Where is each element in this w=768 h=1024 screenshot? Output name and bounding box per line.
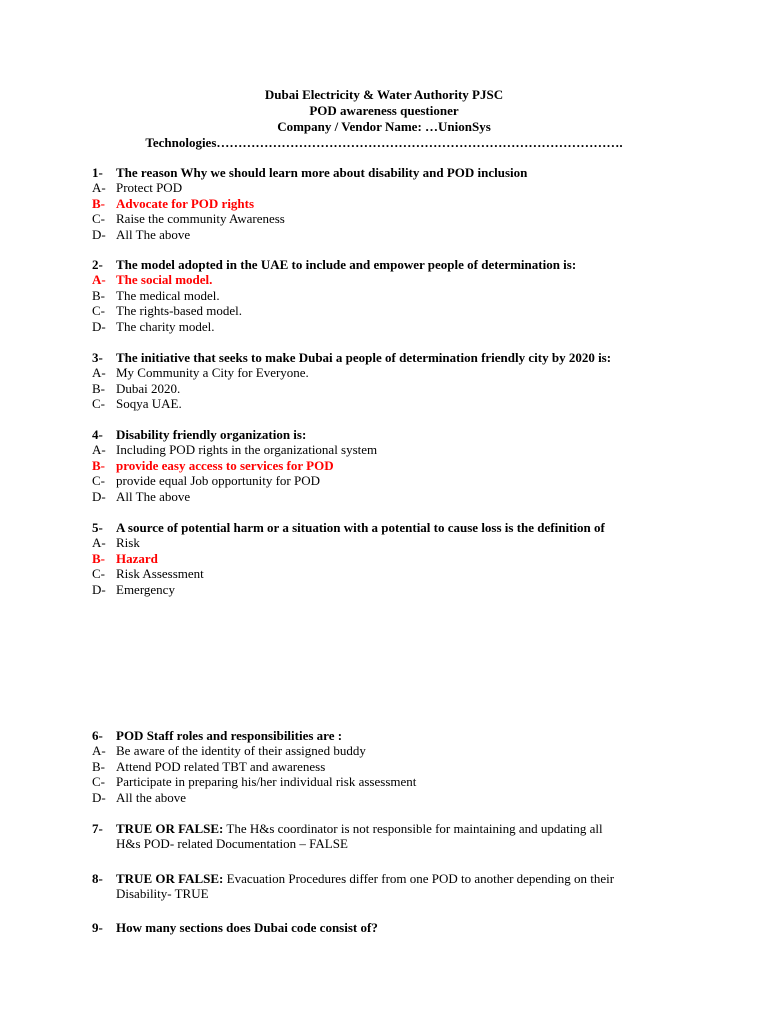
question-number: 6- [92,728,103,743]
option-c [92,396,692,411]
question-8-true-false [92,871,692,902]
option-d [92,790,692,805]
true-false-label: TRUE OR FALSE: [116,821,224,836]
option-text: Participate in preparing his/her individual risk assessment [116,774,417,790]
question-number: 1- [92,165,103,180]
option-a [92,365,692,380]
option-letter: B- [92,287,105,303]
option-letter: A- [92,743,106,759]
option-text: Including POD rights in the organizational system [116,442,378,458]
option-b [92,759,692,774]
option-c [92,566,692,581]
option-letter: D- [92,226,106,242]
option-text: Hazard [116,550,158,566]
option-b [92,288,692,303]
statement-answer: H&s POD- related Documentation – FALSE [116,836,348,852]
option-letter: D- [92,581,106,597]
option-letter: B- [92,195,105,211]
true-false-label: TRUE OR FALSE: [116,871,224,886]
option-letter: A- [92,442,106,458]
question-9 [92,920,692,935]
statement-answer: Disability- TRUE [116,886,209,902]
technologies-line: Technologies…………………………………………………………………………………. [145,135,623,150]
option-letter: A- [92,535,106,551]
option-text: Dubai 2020. [116,380,181,396]
option-text: Risk Assessment [116,566,204,582]
question-text: Disability friendly organization is: [116,427,307,442]
option-letter: A- [92,365,106,381]
option-b [92,381,692,396]
option-letter: B- [92,758,105,774]
option-a [92,180,692,195]
question-2 [92,257,692,334]
question-6 [92,728,692,805]
option-text: My Community a City for Everyone. [116,365,309,381]
option-text: The social model. [116,272,213,288]
option-c [92,303,692,318]
option-b-correct [92,551,692,566]
option-text: All The above [116,488,191,504]
option-text: The medical model. [116,287,220,303]
option-text: The rights-based model. [116,303,242,319]
question-number: 2- [92,257,103,272]
option-b-correct [92,196,692,211]
option-a [92,743,692,758]
option-letter: C- [92,774,105,790]
option-letter: C- [92,211,105,227]
question-4 [92,427,692,504]
document-title: POD awareness questioner [309,103,459,118]
question-number: 8- [92,871,103,886]
option-letter: C- [92,396,105,412]
option-letter: B- [92,550,105,566]
option-letter: C- [92,473,105,489]
option-letter: D- [92,789,106,805]
question-number: 7- [92,821,103,836]
option-text: Be aware of the identity of their assigned buddy [116,743,366,759]
question-7-true-false [92,821,692,852]
option-text: Protect POD [116,180,183,196]
option-text: provide easy access to services for POD [116,457,334,473]
question-text: The initiative that seeks to make Dubai a people of determination friendly city by 2020 is: [116,350,612,365]
option-letter: D- [92,488,106,504]
option-letter: A- [92,180,106,196]
document-header [0,87,768,151]
statement-text: Evacuation Procedures differ from one POD to another depending on their [223,871,615,886]
option-d [92,319,692,334]
option-text: All The above [116,226,191,242]
option-a-correct [92,272,692,287]
option-a [92,442,692,457]
question-5 [92,520,692,597]
company-vendor-name: Company / Vendor Name: …UnionSys [277,119,491,134]
option-text: provide equal Job opportunity for POD [116,473,321,489]
organization-name: Dubai Electricity & Water Authority PJSC [264,87,504,102]
option-a [92,535,692,550]
option-letter: C- [92,566,105,582]
question-3 [92,350,692,412]
option-b-correct [92,458,692,473]
question-number: 9- [92,920,103,935]
option-text: Attend POD related TBT and awareness [116,758,326,774]
option-letter: A- [92,272,106,288]
option-d [92,227,692,242]
option-text: Advocate for POD rights [116,195,255,211]
option-d [92,582,692,597]
question-text: A source of potential harm or a situation with a potential to cause loss is the definition of [116,520,605,535]
option-letter: C- [92,303,105,319]
question-text: The reason Why we should learn more about disability and POD inclusion [116,165,528,180]
question-1 [92,165,692,242]
option-text: All the above [116,789,187,805]
option-text: Emergency [116,581,175,597]
option-c [92,211,692,226]
option-c [92,473,692,488]
option-d [92,489,692,504]
option-text: Risk [116,535,140,551]
question-text: How many sections does Dubai code consist of? [116,920,378,935]
option-text: Raise the community Awareness [116,211,285,227]
question-number: 5- [92,520,103,535]
option-text: Soqya UAE. [116,396,182,412]
question-number: 3- [92,350,103,365]
question-text: POD Staff roles and responsibilities are : [116,728,343,743]
option-letter: D- [92,318,106,334]
question-text: The model adopted in the UAE to include and empower people of determination is: [116,257,577,272]
option-letter: B- [92,457,105,473]
question-number: 4- [92,427,103,442]
statement-text: The H&s coordinator is not responsible for maintaining and updating all [223,821,603,836]
option-text: The charity model. [116,318,215,334]
option-letter: B- [92,380,105,396]
option-c [92,774,692,789]
